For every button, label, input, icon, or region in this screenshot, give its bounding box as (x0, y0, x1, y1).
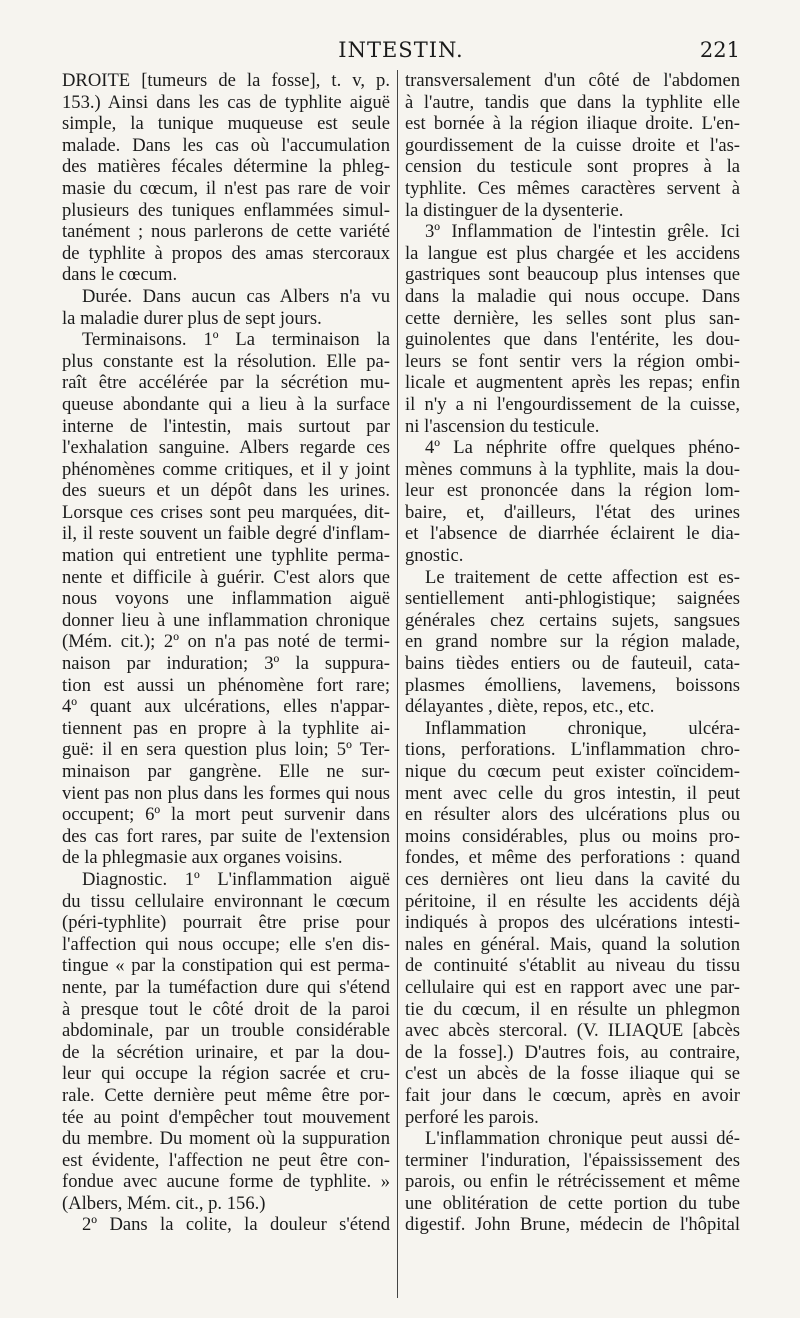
text-line: nous voyons une inflammation aiguë (62, 588, 390, 610)
text-line: fait jour dans le cœcum, après en avoir (405, 1084, 740, 1106)
text-line: (Mém. cit.); 2º on n'a pas noté de termi- (62, 631, 390, 653)
text-line: Terminaisons. 1º La terminaison la (82, 329, 390, 351)
page-header (62, 30, 740, 70)
text-line: de la fosse].) D'autres fois, au contraire, (405, 1041, 740, 1063)
column-divider (397, 70, 398, 1298)
text-line: des sueurs et un dépôt dans les urines. (62, 480, 390, 502)
text-line: tions, perforations. L'inflammation chro- (405, 739, 740, 761)
text-line: est évidente, l'affection ne peut être con- (62, 1149, 390, 1171)
text-line: Durée. Dans aucun cas Albers n'a vu (82, 285, 390, 307)
text-line: guë: il en sera question plus loin; 5º Ter- (62, 739, 390, 761)
text-line: tanément ; nous parlerons de cette variété (62, 221, 390, 243)
text-line: terminer l'induration, l'épaississement des (405, 1149, 740, 1171)
text-line: queuse abondante qui a lieu à la surface (62, 393, 390, 415)
text-line: Inflammation chronique, ulcéra- (425, 717, 740, 739)
text-line: naison par induration; 3º la suppura- (62, 653, 390, 675)
text-line: 153.) Ainsi dans les cas de typhlite aiguë (62, 91, 390, 113)
text-line: cellulaire qui est en rapport avec une par- (405, 976, 740, 998)
text-line: 4º quant aux ulcérations, elles n'appar- (62, 696, 390, 718)
text-line: en résulter alors des ulcérations plus ou (405, 804, 740, 826)
text-line: transversalement d'un côté de l'abdomen (405, 70, 740, 91)
text-line: sentiellement anti-phlogistique; saignées (405, 588, 740, 610)
text-line: tion est aussi un phénomène fort rare; (62, 674, 390, 696)
text-line: la maladie durer plus de sept jours. (62, 307, 322, 329)
text-line: la langue est plus chargée et les accidens (405, 242, 740, 264)
text-line: nente et difficile à guérir. C'est alors que (62, 566, 390, 588)
text-line: licale et augmentent après les repas; enfin (405, 372, 740, 394)
text-line: malade. Dans les cas où l'accumulation (62, 134, 390, 156)
text-line: la distinguer de la dysenterie. (405, 199, 624, 221)
text-line: et l'absence de diarrhée éclairent le dia- (405, 523, 740, 545)
text-line: typhlite. Ces mêmes caractères servent à (405, 177, 740, 199)
text-line: parois, ou enfin le rétrécissement et même (405, 1171, 740, 1193)
text-line: ces dernières ont lieu dans la cavité du (405, 868, 740, 890)
text-line: phénomènes comme critiques, et il y joint (62, 458, 390, 480)
text-line: de la sécrétion urinaire, et par la dou- (62, 1041, 390, 1063)
left-column (62, 70, 390, 1298)
text-line: 2º Dans la colite, la douleur s'étend (82, 1214, 390, 1236)
text-line: baire, et, d'ailleurs, l'état des urines (405, 501, 740, 523)
text-line: de la phlegmasie aux organes voisins. (62, 847, 343, 869)
text-line: c'est un abcès de la fosse iliaque qui se (405, 1063, 740, 1085)
text-line: Le traitement de cette affection est es- (425, 566, 740, 588)
text-columns (62, 70, 740, 1298)
text-line: leurs se font sentir vers la région ombi- (405, 350, 740, 372)
page-number: 221 (699, 38, 740, 62)
text-line: simple, la tunique muqueuse est seule (62, 113, 390, 135)
text-line: indiqués à propos des ulcérations intesti- (405, 912, 740, 934)
text-line: mation qui entretient une typhlite perma- (62, 545, 390, 567)
text-line: moins considérables, plus ou moins pro- (405, 825, 740, 847)
text-line: occupent; 6º la mort peut survenir dans (62, 804, 390, 826)
text-line: rale. Cette dernière peut même être por- (62, 1084, 390, 1106)
text-line: dans la maladie qui nous occupe. Dans (405, 285, 740, 307)
text-line: nales en général. Mais, quand la solution (405, 933, 740, 955)
text-line: bains tièdes entiers ou de fauteuil, cata- (405, 653, 740, 675)
text-line: gastriques sont beaucoup plus intenses que (405, 264, 740, 286)
text-line: cension du testicule sont propres à la (405, 156, 740, 178)
running-title: INTESTIN. (338, 38, 464, 62)
text-line: tiennent pas en propre à la typhlite ai- (62, 717, 390, 739)
text-line: il n'y a ni l'engourdissement de la cuisse, (405, 393, 740, 415)
text-line: dans le cœcum. (62, 264, 178, 286)
text-line: il, il reste souvent un faible degré d'inflam- (62, 523, 390, 545)
text-line: avec abcès stercoral. (V. ILIAQUE [abcès (405, 1020, 740, 1042)
text-line: plusieurs des tuniques enflammées simul- (62, 199, 390, 221)
text-line: du tissu cellulaire environnant le cœcum (62, 890, 390, 912)
text-line: à presque tout le côté droit de la paroi (62, 998, 390, 1020)
text-line: de continuité s'établit au niveau du tissu (405, 955, 740, 977)
text-line: perforé les parois. (405, 1106, 539, 1128)
text-line: Diagnostic. 1º L'inflammation aiguë (82, 868, 390, 890)
text-line: est bornée à la région iliaque droite. L'en- (405, 113, 740, 135)
text-line: leur est prononcée dans la région lom- (405, 480, 740, 502)
text-line: interne de l'intestin, mais surtout par (62, 415, 390, 437)
text-line: plus constante est la résolution. Elle pa- (62, 350, 390, 372)
text-line: (péri-typhlite) pourrait être prise pour (62, 912, 390, 934)
text-line: (Albers, Mém. cit., p. 156.) (62, 1192, 266, 1214)
text-line: abdominale, par un trouble considérable (62, 1020, 390, 1042)
text-line: fondue avec aucune forme de typhlite. » (62, 1171, 390, 1193)
text-line: gnostic. (405, 545, 464, 567)
text-line: raît être accélérée par la sécrétion mu- (62, 372, 390, 394)
text-line: vient pas non plus dans les formes qui nous (62, 782, 390, 804)
text-line: fondes, et même des perforations : quand (405, 847, 740, 869)
text-line: DROITE [tumeurs de la fosse], t. v, p. (62, 70, 390, 91)
text-line: plasmes émolliens, lavemens, boissons (405, 674, 740, 696)
text-line: tie du cœcum, il en résulte un phlegmon (405, 998, 740, 1020)
text-line: des cas fort rares, par suite de l'extension (62, 825, 390, 847)
text-line: l'affection qui nous occupe; elle s'en dis- (62, 933, 390, 955)
text-line: 3º Inflammation de l'intestin grêle. Ici (425, 221, 740, 243)
text-line: donner lieu à une inflammation chronique (62, 609, 390, 631)
text-line: nique du cœcum peut exister coïncidem- (405, 761, 740, 782)
text-line: minaison par gangrène. Elle ne sur- (62, 761, 390, 782)
text-line: mènes communs à la typhlite, mais la dou- (405, 458, 740, 480)
text-line: ni l'ascension du testicule. (405, 415, 600, 437)
text-line: l'exhalation sanguine. Albers regarde ces (62, 437, 390, 459)
text-line: cette dernière, les selles sont plus san- (405, 307, 740, 329)
text-line: nente, par la tuméfaction dure qui s'étend (62, 976, 390, 998)
text-line: à l'autre, tandis que dans la typhlite elle (405, 91, 740, 113)
text-line: masie du cœcum, il n'est pas rare de voir (62, 177, 390, 199)
text-line: ment avec celle du gros intestin, il peut (405, 782, 740, 804)
right-column (405, 70, 740, 1298)
text-line: guinolentes que dans l'entérite, les dou- (405, 329, 740, 351)
text-line: péritoine, il en résulte les accidents déjà (405, 890, 740, 912)
text-line: une oblitération de cette portion du tube (405, 1192, 740, 1214)
text-line: de typhlite à propos des amas stercoraux (62, 242, 390, 264)
text-line: délayantes , diète, repos, etc., etc. (405, 696, 655, 718)
text-line: du membre. Du moment où la suppuration (62, 1128, 390, 1150)
text-line: 4º La néphrite offre quelques phéno- (425, 437, 740, 459)
text-line: Lorsque ces crises sont peu marquées, dit- (62, 501, 390, 523)
text-line: générales chez certains sujets, sangsues (405, 609, 740, 631)
text-line: tée au point d'empêcher tout mouvement (62, 1106, 390, 1128)
text-line: tingue « par la constipation qui est perma- (62, 955, 390, 977)
text-line: gourdissement de la cuisse droite et l'as- (405, 134, 740, 156)
text-line: digestif. John Brune, médecin de l'hôpital (405, 1214, 740, 1236)
text-line: des matières fécales détermine la phleg- (62, 156, 390, 178)
text-line: L'inflammation chronique peut aussi dé- (425, 1128, 740, 1150)
text-line: en grand nombre sur la région malade, (405, 631, 740, 653)
text-line: leur qui occupe la région sacrée et cru- (62, 1063, 390, 1085)
